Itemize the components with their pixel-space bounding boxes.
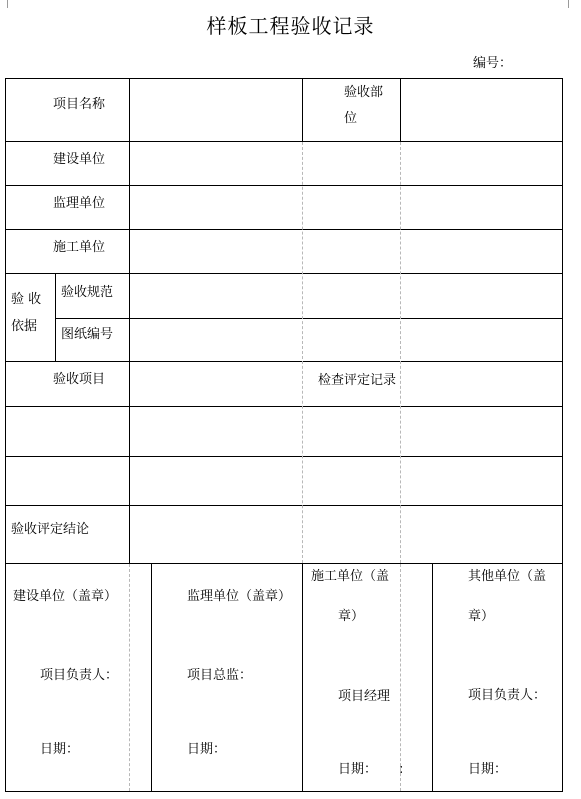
builder-date-label: 日期： bbox=[338, 762, 378, 777]
builder-seal-label-line1: 施工单位（盖 bbox=[311, 569, 390, 584]
construction-date-label: 日期： bbox=[40, 742, 80, 757]
page-corner-mark-right bbox=[568, 0, 569, 8]
document-title: 样板工程验收记录 bbox=[206, 14, 375, 38]
supervision-date-label: 日期： bbox=[187, 742, 227, 757]
builder-unit-label: 施工单位 bbox=[53, 240, 106, 255]
table-border-right bbox=[562, 78, 563, 792]
inspection-record-label: 检查评定记录 bbox=[318, 373, 397, 388]
row-line bbox=[5, 563, 563, 564]
table-border-top bbox=[5, 78, 563, 79]
project-name-label: 项目名称 bbox=[53, 97, 106, 112]
table-border-left bbox=[5, 78, 6, 792]
row-line bbox=[5, 406, 563, 407]
other-date-label: 日期： bbox=[468, 762, 508, 777]
signature-column-line bbox=[151, 563, 152, 792]
hidden-gridline bbox=[399, 564, 404, 791]
acceptance-spec-label: 验收规范 bbox=[61, 285, 114, 300]
row-line bbox=[5, 141, 563, 142]
construction-unit-label: 建设单位 bbox=[53, 152, 106, 167]
builder-date-mark: : bbox=[399, 762, 404, 777]
builder-person-label: 项目经理 bbox=[338, 689, 391, 704]
row-line bbox=[5, 456, 563, 457]
acceptance-items-label: 验收项目 bbox=[53, 372, 106, 387]
supervision-person-label: 项目总监： bbox=[187, 668, 253, 683]
label-column-line bbox=[129, 78, 130, 564]
basis-label-line2: 依据 bbox=[11, 319, 38, 334]
signature-column-line bbox=[302, 563, 303, 792]
page-corner-mark-left bbox=[7, 0, 8, 8]
hidden-gridline bbox=[302, 142, 303, 563]
row-line bbox=[55, 318, 563, 319]
row-line bbox=[5, 505, 563, 506]
builder-seal-label-line2: 章） bbox=[338, 609, 365, 624]
part-label-line-right bbox=[400, 78, 401, 142]
signature-column-line bbox=[432, 563, 433, 792]
other-seal-label-line1: 其他单位（盖 bbox=[468, 569, 547, 584]
part-label-line-left bbox=[302, 78, 303, 142]
hidden-gridline bbox=[400, 142, 401, 563]
other-seal-label-line2: 章） bbox=[468, 609, 495, 624]
acceptance-part-label-line2: 位 bbox=[344, 111, 358, 126]
row-line bbox=[5, 273, 563, 274]
table-border-bottom bbox=[5, 791, 563, 792]
basis-column-line bbox=[55, 273, 56, 362]
supervision-seal-label: 监理单位（盖章） bbox=[187, 589, 292, 604]
drawing-number-label: 图纸编号 bbox=[61, 327, 114, 342]
construction-seal-label: 建设单位（盖章） bbox=[13, 589, 118, 604]
acceptance-part-label-line1: 验收部 bbox=[344, 85, 384, 100]
conclusion-label: 验收评定结论 bbox=[11, 522, 90, 537]
supervision-unit-label: 监理单位 bbox=[53, 196, 106, 211]
row-line bbox=[5, 229, 563, 230]
row-line bbox=[5, 361, 563, 362]
hidden-gridline bbox=[129, 564, 130, 791]
basis-label-line1: 验 收 bbox=[11, 292, 42, 307]
number-label: 编号： bbox=[473, 56, 513, 71]
other-person-label: 项目负责人： bbox=[468, 688, 547, 703]
construction-person-label: 项目负责人： bbox=[40, 668, 119, 683]
row-line bbox=[5, 185, 563, 186]
